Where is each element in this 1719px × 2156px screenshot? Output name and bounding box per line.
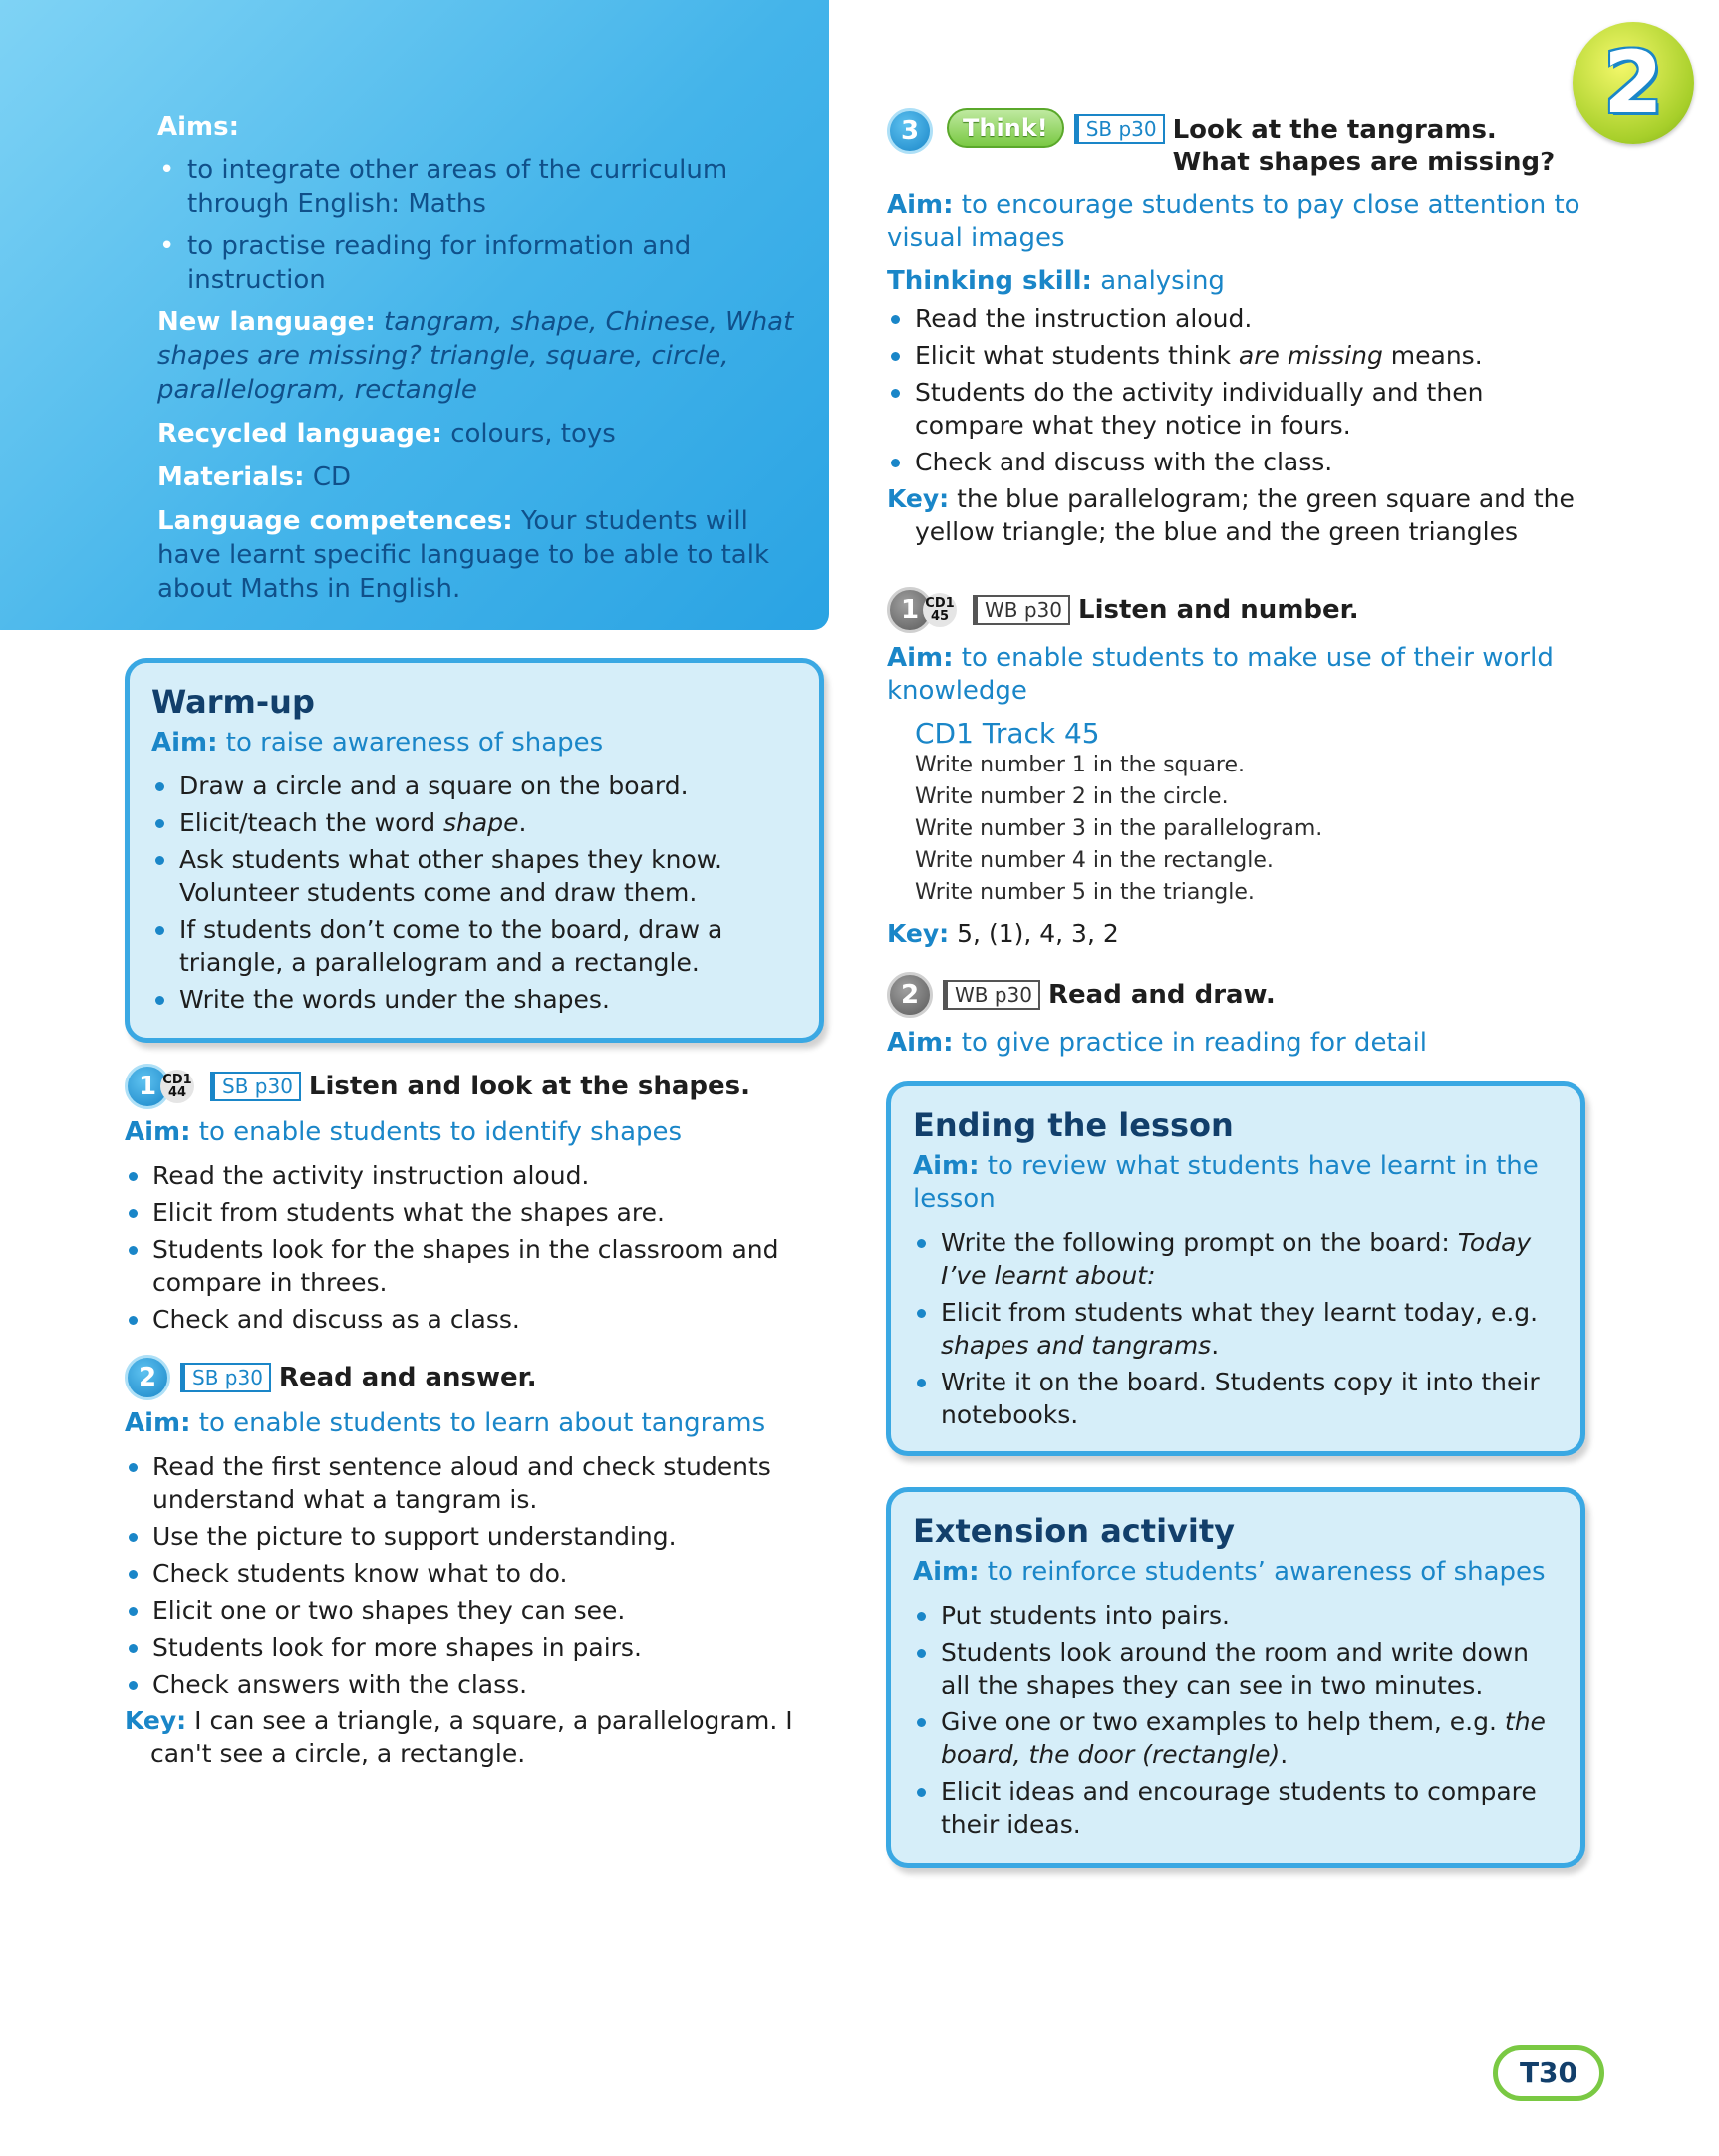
aim-label: Aim:: [913, 1557, 980, 1587]
list-item: Students look around the room and write down all the shapes they can see in two minutes.: [913, 1636, 1559, 1701]
aim-text: to enable students to make use of their world knowledge: [887, 643, 1554, 706]
extension-box: [886, 1487, 1585, 1868]
track-line: Write number 5 in the triangle.: [915, 880, 1255, 905]
extension-list: [913, 1599, 1559, 1841]
activity-2-list: [125, 1450, 822, 1700]
page-ref-tag: SB p30: [210, 1072, 301, 1101]
list-item: Ask students what other shapes they know. Volunteer students come and draw them.: [151, 843, 797, 909]
page-number: T30: [1493, 2045, 1604, 2101]
aim-label: Aim:: [125, 1117, 191, 1147]
aims-content: [157, 110, 815, 616]
key-label: Key:: [887, 919, 950, 948]
activity-1-list: [125, 1159, 822, 1336]
wb1-key: [887, 917, 1584, 950]
competences-label: Language competences:: [157, 506, 513, 536]
track-transcript: [887, 718, 1584, 909]
activity-2-aim: [125, 1407, 822, 1440]
activity-3-list: [887, 302, 1584, 478]
aim-text: to give practice in reading for detail: [961, 1028, 1428, 1058]
extension-aim: [913, 1556, 1559, 1589]
list-item: Elicit from students what they learnt today, e.g. shapes and tangrams.: [913, 1296, 1559, 1362]
key-label: Key:: [125, 1706, 187, 1735]
list-item: Write it on the board. Students copy it into their notebooks.: [913, 1366, 1559, 1431]
unit-number-badge: 2: [1573, 22, 1694, 144]
aims-list: [157, 154, 815, 297]
aim-text: to raise awareness of shapes: [225, 728, 604, 758]
activity-2-header: [125, 1356, 822, 1399]
list-item: Elicit/teach the word shape.: [151, 806, 797, 839]
list-item: Elicit what students think are missing means.: [887, 339, 1584, 372]
activity-1-aim: [125, 1116, 822, 1149]
activity-2-key: [125, 1704, 822, 1770]
list-item: Put students into pairs.: [913, 1599, 1559, 1632]
activity-title: Listen and look at the shapes.: [308, 1072, 750, 1101]
warmup-list: [151, 770, 797, 1016]
thinking-skill: [887, 265, 1584, 298]
aim-text: to review what students have learnt in the lesson: [913, 1151, 1539, 1214]
warmup-box: [125, 658, 824, 1043]
cd-label: CD1: [925, 596, 955, 611]
key-label: Key:: [887, 484, 950, 513]
list-item: Elicit one or two shapes they can see.: [125, 1594, 822, 1627]
track-line: Write number 2 in the circle.: [915, 784, 1229, 809]
list-item: Read the instruction aloud.: [887, 302, 1584, 335]
key-text: 5, (1), 4, 3, 2: [957, 919, 1119, 948]
ending-title: Ending the lesson: [913, 1106, 1234, 1144]
activity-1: [125, 1065, 822, 1340]
aim-text: to enable students to learn about tangrams: [198, 1408, 766, 1438]
aim-text: to reinforce students’ awareness of shapes: [987, 1557, 1546, 1587]
list-item: Read the activity instruction aloud.: [125, 1159, 822, 1192]
new-language-text: tangram, shape, Chinese, What shapes are missing? triangle, square, circle, parallelogram, rectangle: [157, 307, 794, 405]
new-language-label: New language:: [157, 307, 376, 337]
recycled-language-text: colours, toys: [450, 419, 616, 449]
materials-text: CD: [312, 462, 351, 492]
aim-label: Aim:: [887, 643, 954, 673]
list-item: If students don’t come to the board, draw a triangle, a parallelogram and a rectangle.: [151, 913, 797, 979]
aim-item: • to integrate other areas of the curriculum through English: Maths: [157, 154, 815, 221]
cd-track: 45: [930, 609, 950, 624]
aim-text: to encourage students to pay close attention to visual images: [887, 190, 1580, 253]
list-item: Give one or two examples to help them, e.g. the board, the door (rectangle).: [913, 1705, 1559, 1771]
ending-list: [913, 1226, 1559, 1431]
activity-number: 3: [887, 108, 933, 154]
activity-number: 2: [887, 972, 933, 1018]
aim-label: Aim:: [151, 728, 218, 758]
activity-number: 1: [887, 587, 933, 633]
cd-icon: [923, 593, 957, 627]
extension-title: Extension activity: [913, 1512, 1236, 1550]
key-text: I can see a triangle, a square, a parallelogram. I can't see a circle, a rectangle.: [150, 1706, 793, 1768]
list-item: Write the words under the shapes.: [151, 983, 797, 1016]
activity-2: [125, 1356, 822, 1770]
aims-label: Aims:: [157, 112, 239, 142]
activity-3-header: [887, 108, 1584, 179]
wb1-header: [887, 588, 1584, 632]
list-item: Draw a circle and a square on the board.: [151, 770, 797, 802]
key-text: the blue parallelogram; the green square and the yellow triangle; the blue and the green triangles: [915, 484, 1575, 546]
activity-number: 1: [125, 1064, 170, 1109]
list-item: Read the first sentence aloud and check students understand what a tangram is.: [125, 1450, 822, 1516]
aim-label: Aim:: [125, 1408, 191, 1438]
wb2-aim: [887, 1027, 1584, 1060]
track-line: Write number 4 in the rectangle.: [915, 848, 1274, 873]
track-line: Write number 1 in the square.: [915, 753, 1246, 777]
workbook-activity-2: [887, 973, 1584, 1070]
materials-label: Materials:: [157, 462, 305, 492]
aim-item: • to practise reading for information and instruction: [157, 229, 815, 297]
list-item: Check answers with the class.: [125, 1668, 822, 1700]
cd-track: 44: [167, 1085, 187, 1100]
activity-title: Read and draw.: [1048, 980, 1276, 1010]
list-item: Elicit ideas and encourage students to compare their ideas.: [913, 1775, 1559, 1841]
skill-text: analysing: [1100, 266, 1225, 296]
list-item: Check and discuss with the class.: [887, 446, 1584, 478]
list-item: Check students know what to do.: [125, 1557, 822, 1590]
track-line: Write number 3 in the parallelogram.: [915, 816, 1323, 841]
aim-label: Aim:: [887, 1028, 954, 1058]
aim-label: Aim:: [913, 1151, 980, 1181]
title-line: What shapes are missing?: [1172, 148, 1556, 177]
list-item: Students look for more shapes in pairs.: [125, 1631, 822, 1664]
recycled-language-label: Recycled language:: [157, 419, 442, 449]
activity-3-key: [887, 482, 1584, 548]
page-ref-tag: WB p30: [973, 595, 1070, 625]
list-item: Elicit from students what the shapes are.: [125, 1196, 822, 1229]
cd-label: CD1: [162, 1073, 192, 1087]
activity-1-header: [125, 1065, 822, 1108]
activity-3-aim: [887, 189, 1584, 255]
list-item: Use the picture to support understanding.: [125, 1520, 822, 1553]
activity-title: Listen and number.: [1078, 595, 1359, 625]
activity-number: 2: [125, 1355, 170, 1400]
activity-title: Read and answer.: [278, 1363, 537, 1392]
skill-label: Thinking skill:: [887, 266, 1092, 296]
page-ref-tag: SB p30: [1074, 114, 1165, 144]
activity-title: [1173, 114, 1556, 179]
wb2-header: [887, 973, 1584, 1017]
competences-text: Your students will have learnt specific language to be able to talk about Maths in English.: [157, 506, 770, 604]
page-ref-tag: WB p30: [943, 980, 1040, 1010]
list-item: Students do the activity individually and then compare what they notice in fours.: [887, 376, 1584, 442]
think-badge: Think!: [947, 108, 1064, 148]
title-line: Look at the tangrams.: [1172, 115, 1497, 145]
track-title: CD1 Track 45: [915, 717, 1100, 750]
warmup-aim: [151, 727, 797, 760]
ending-aim: [913, 1150, 1559, 1216]
page-ref-tag: SB p30: [180, 1363, 271, 1392]
aim-text: to enable students to identify shapes: [198, 1117, 683, 1147]
list-item: Students look for the shapes in the classroom and compare in threes.: [125, 1233, 822, 1299]
workbook-activity-1: [887, 588, 1584, 950]
warmup-title: Warm-up: [151, 683, 315, 721]
cd-icon: [160, 1070, 194, 1103]
aim-label: Aim:: [887, 190, 954, 220]
list-item: Write the following prompt on the board: Today I’ve learnt about:: [913, 1226, 1559, 1292]
activity-3: [887, 108, 1584, 548]
list-item: Check and discuss as a class.: [125, 1303, 822, 1336]
wb1-aim: [887, 642, 1584, 708]
ending-box: [886, 1081, 1585, 1456]
